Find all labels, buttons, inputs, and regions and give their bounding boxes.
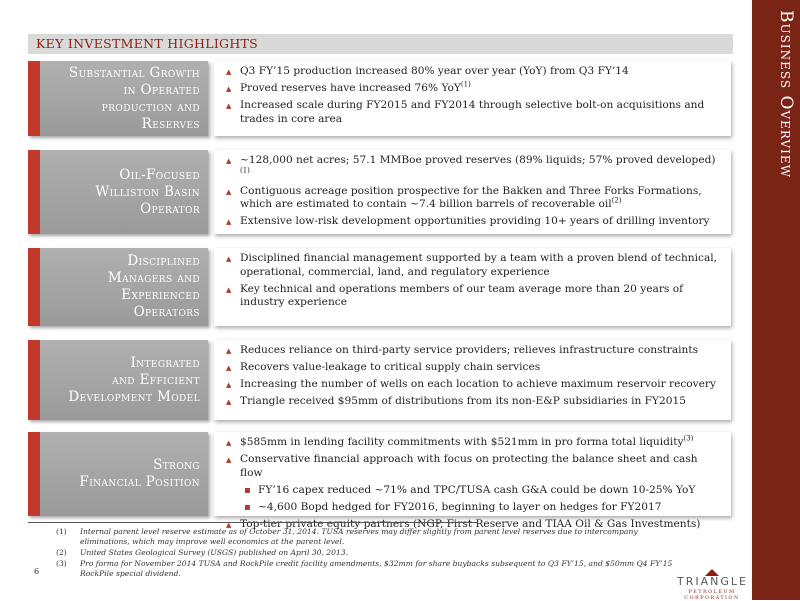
section-content-box xyxy=(214,432,731,530)
bullet-item: ▲ Increasing the number of wells on each location to achieve maximum reservoir recovery xyxy=(226,378,723,392)
page-title: KEY INVESTMENT HIGHLIGHTS xyxy=(36,36,259,51)
section-content-box xyxy=(214,340,731,420)
bullet-item: ▲ Recovers value-leakage to critical supply chain services xyxy=(226,361,723,375)
bullet-list xyxy=(214,340,731,409)
bullet-item: ▲ Key technical and operations members of our team average more than 20 years of industry experience xyxy=(226,283,723,310)
bullet-item: ▲ ~128,000 net acres; 57.1 MMBoe proved reserves (89% liquids; 57% proved developed)$^{(1)}$ xyxy=(226,154,723,181)
section-label xyxy=(44,61,200,136)
highlight-section-financial xyxy=(28,432,733,530)
bullet-item: ▲ Contiguous acreage position prospective for the Bakken and Three Forks Formations, which are estimated to contain ~7.4 billion barrels of recoverable oil$^{(2)}$ xyxy=(226,185,723,212)
section-label-line: Operators xyxy=(133,304,200,320)
bullet-item: ▲ Triangle received $95mm of distributions from its non-E&P subsidiaries in FY2015 xyxy=(226,395,723,409)
section-label-box xyxy=(28,61,208,136)
section-content-box xyxy=(214,150,731,234)
sub-bullet-item: ▪ FY’16 capex reduced ~71% and TPC/TUSA cash G&A could be down 10-25% YoY xyxy=(226,484,723,498)
footnote xyxy=(56,559,676,579)
footnote-number: (2) xyxy=(56,548,67,557)
section-label-line: Disciplined xyxy=(127,253,200,269)
footnote-ref: (1) xyxy=(460,80,471,89)
section-accent-bar xyxy=(28,340,40,420)
highlight-section-oil-focused xyxy=(28,150,733,234)
sub-bullet-item: ▪ ~4,600 Bopd hedged for FY2016, beginning to layer on hedges for FY2017 xyxy=(226,501,723,515)
section-label-line: Substantial Growth xyxy=(68,64,200,81)
section-content-box xyxy=(214,61,731,136)
bullet-item: ▲ $585mm in lending facility commitments with $521mm in pro forma total liquidity$^{(3)}$ xyxy=(226,436,723,450)
footnote xyxy=(56,548,676,558)
section-label-line: Operator xyxy=(140,200,200,217)
company-logo xyxy=(677,569,748,601)
section-label-line: production and xyxy=(101,98,200,115)
bullet-item: ▲ Extensive low-risk development opportunities providing 10+ years of drilling inventory xyxy=(226,215,723,229)
highlight-section-managers xyxy=(28,248,733,326)
page-number: 6 xyxy=(34,567,40,576)
footnote-text: Pro forma for November 2014 TUSA and RockPile credit facility amendments, $32mm for share buybacks subsequent to Q3 FY’15, and $50mm Q4 FY’15 RockPile special dividend. xyxy=(80,559,673,578)
section-label-line: Managers and xyxy=(107,270,200,286)
section-accent-bar xyxy=(28,432,40,516)
section-label-box xyxy=(28,150,208,234)
section-accent-bar xyxy=(28,248,40,326)
footnote-ref: (2) xyxy=(611,196,622,205)
footnote-ref: (3) xyxy=(683,434,694,443)
footnote-number: (1) xyxy=(56,527,67,536)
footnotes xyxy=(56,527,676,580)
sidebar-title: Business Overview xyxy=(776,10,796,178)
bullet-item: ▲ Increased scale during FY2015 and FY2014 through selective bolt-on acquisitions and trades in core area xyxy=(226,99,723,126)
section-label xyxy=(44,340,200,420)
highlight-section-integrated xyxy=(28,340,733,420)
section-label-box xyxy=(28,248,208,326)
section-label-line: Reserves xyxy=(141,115,200,132)
footnote xyxy=(56,527,676,547)
section-label xyxy=(44,432,200,516)
bullet-item: ▲ Q3 FY’15 production increased 80% year over year (YoY) from Q3 FY’14 xyxy=(226,65,723,79)
bullet-list xyxy=(214,150,731,229)
sidebar xyxy=(752,0,800,600)
bullet-item: ▲ Proved reserves have increased 76% YoY$^{(1)}$ xyxy=(226,82,723,96)
section-label xyxy=(44,248,200,326)
section-label-box xyxy=(28,432,208,516)
section-label-line: and Efficient xyxy=(112,371,200,388)
section-label-line: Integrated xyxy=(130,354,200,371)
section-label-line: Experienced xyxy=(121,287,200,303)
footnote-divider xyxy=(28,522,478,523)
bullet-item: ▲ Disciplined financial management supported by a team with a proven blend of technical, operational, commercial, land, and regulatory experience xyxy=(226,252,723,279)
section-label-line: Oil-Focused xyxy=(119,166,200,183)
section-label xyxy=(44,150,200,234)
section-accent-bar xyxy=(28,61,40,136)
footnote-text: Internal parent level reserve estimate as of October 31, 2014. TUSA reserves may differ slightly from parent level reserves due to intercompany eliminations, which may improve well economics at the parent level. xyxy=(80,527,638,546)
section-label-line: Development Model xyxy=(68,388,200,405)
bullet-item: ▲ Reduces reliance on third-party service providers; relieves infrastructure constraints xyxy=(226,344,723,358)
section-label-line: in Operated xyxy=(123,81,200,98)
section-label-line: Financial Position xyxy=(79,474,200,490)
bullet-list xyxy=(214,61,731,126)
bullet-list xyxy=(214,248,731,310)
logo-tagline: PETROLEUM CORPORATION xyxy=(684,589,740,601)
section-label-line: Strong xyxy=(153,457,200,473)
section-label-line: Williston Basin xyxy=(95,183,200,200)
footnote-text: United States Geological Survey (USGS) published on April 30, 2013. xyxy=(80,548,349,557)
logo-name: TRIANGLE xyxy=(677,575,748,588)
footnote-ref: (1) xyxy=(240,166,250,175)
bullet-item: ▲ Conservative financial approach with focus on protecting the balance sheet and cash flow xyxy=(226,453,723,480)
section-label-box xyxy=(28,340,208,420)
section-content-box xyxy=(214,248,731,326)
footnote-number: (3) xyxy=(56,559,67,568)
bullet-item: ▲ Top-tier private equity partners (NGP, First Reserve and TIAA Oil & Gas Investments) xyxy=(226,518,723,532)
header-bar xyxy=(28,34,733,54)
highlight-section-growth xyxy=(28,61,733,136)
bullet-list xyxy=(214,432,731,532)
section-accent-bar xyxy=(28,150,40,234)
